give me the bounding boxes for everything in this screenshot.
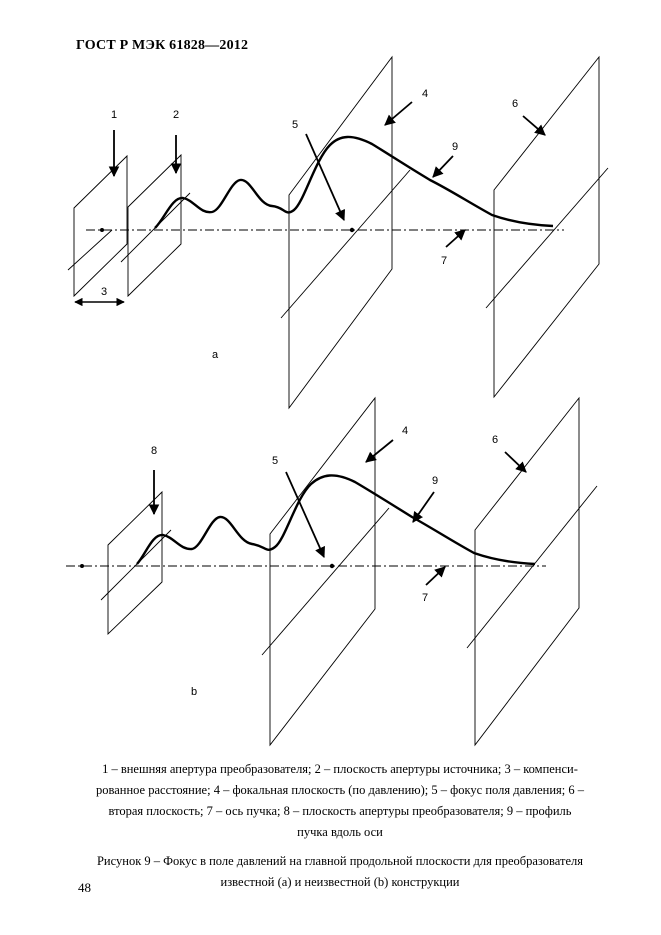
figure-b [66, 398, 597, 745]
beam-profile-curve [155, 137, 553, 228]
label-b-9: 9 [432, 475, 439, 487]
label-b-5: 5 [272, 455, 279, 467]
plane-outer-aperture [74, 156, 127, 296]
label-b-6: 6 [492, 434, 499, 446]
plane-second-b [475, 398, 579, 745]
figure-legend [60, 759, 620, 843]
label-a-9: 9 [452, 141, 459, 153]
legend-line: пучка вдоль оси [297, 825, 383, 839]
label-a-2: 2 [173, 109, 180, 121]
plane-focal-b [270, 398, 375, 745]
label-a-3: 3 [101, 286, 108, 298]
label-a-1: 1 [111, 109, 118, 121]
sublabel-b: b [191, 686, 198, 698]
label-b-4: 4 [402, 425, 409, 437]
figure-b-labels [151, 425, 498, 698]
figure-a-labels [101, 88, 518, 361]
document-header: ГОСТ Р МЭК 61828—2012 [76, 38, 249, 53]
label-b-8: 8 [151, 445, 158, 457]
label-a-7: 7 [441, 255, 448, 267]
plane-focal [289, 57, 392, 408]
label-a-5: 5 [292, 119, 299, 131]
legend-line: вторая плоскость; 7 – ось пучка; 8 – плоскость апертуры преобразователя; 9 – профиль [108, 804, 572, 818]
plane-source-aperture [128, 155, 181, 296]
figure-a [68, 57, 608, 408]
page-number: 48 [78, 880, 91, 895]
caption-line: Рисунок 9 – Фокус в поле давлений на главной продольной плоскости для преобразователя [96, 854, 583, 868]
plane-second [494, 57, 599, 397]
label-a-6: 6 [512, 98, 519, 110]
figure-caption [60, 851, 620, 893]
legend-line: 1 – внешняя апертура преобразователя; 2 – плоскость апертуры источника; 3 – компенси- [102, 762, 578, 776]
label-b-7: 7 [422, 592, 429, 604]
label-a-4: 4 [422, 88, 429, 100]
caption-line: известной (a) и неизвестной (b) конструкции [220, 875, 460, 889]
legend-line: рованное расстояние; 4 – фокальная плоскость (по давлению); 5 – фокус поля давления; 6 – [95, 783, 584, 797]
sublabel-a: a [212, 349, 219, 361]
